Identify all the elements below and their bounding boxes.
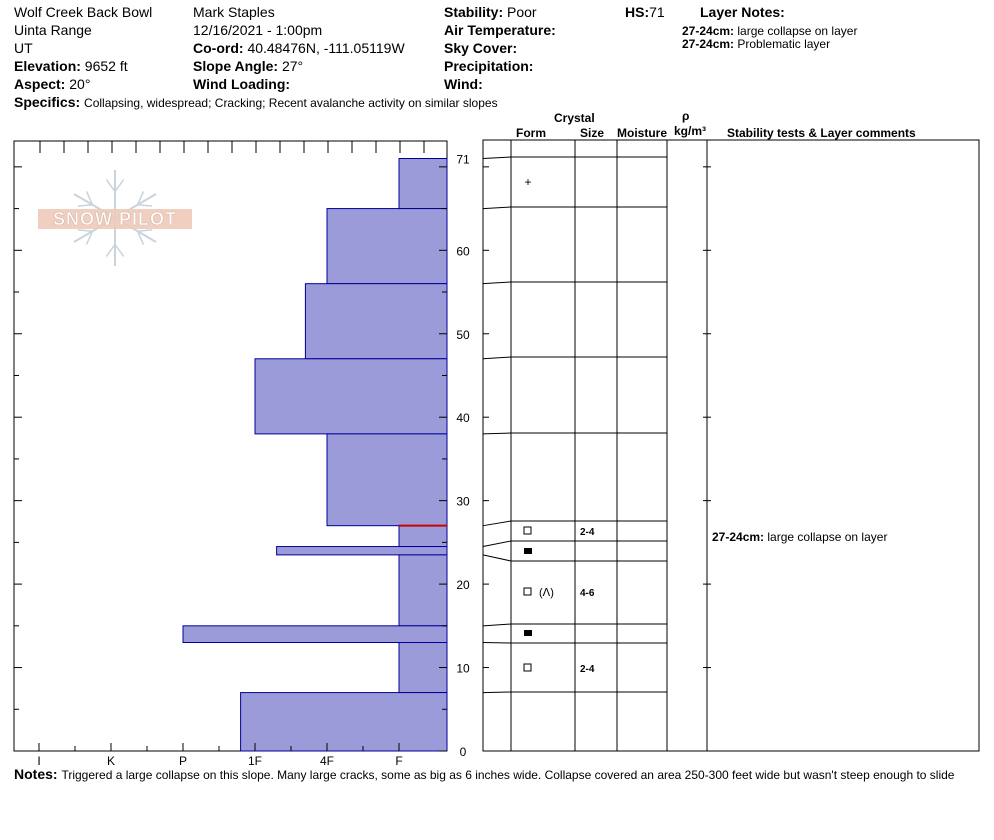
- hardness-bar: [399, 159, 447, 209]
- hardness-bar: [277, 547, 447, 555]
- layer-note-text: large collapse on layer: [737, 24, 858, 38]
- snowflake-branch: [78, 230, 93, 231]
- snowflake-branch: [78, 205, 93, 206]
- depth-connector: [483, 521, 511, 526]
- snowflake-branch: [138, 205, 153, 206]
- depth-connector: [483, 433, 511, 434]
- depth-tick-label: 20: [456, 578, 470, 593]
- snowflake-branch: [115, 244, 124, 256]
- coord-value: 40.48476N, -111.05119W: [247, 40, 405, 56]
- crystal-form-facet: [524, 527, 531, 534]
- snowflake-branch: [106, 180, 115, 192]
- hardness-bar: [305, 284, 447, 359]
- hardness-bar: [255, 359, 447, 434]
- air-temperature-label: Air Temperature:: [444, 22, 556, 38]
- hardness-tick-label: I: [37, 754, 41, 768]
- state-name: UT: [14, 40, 33, 56]
- observer-name: Mark Staples: [193, 4, 275, 20]
- layer-note-text: Problematic layer: [737, 37, 831, 51]
- moisture-header: Moisture: [617, 126, 668, 140]
- aspect-label: Aspect:: [14, 76, 66, 92]
- hardness-bar: [399, 526, 447, 547]
- layer-comment: [712, 530, 887, 544]
- depth-connector: [483, 157, 511, 159]
- depth-tick-label: 60: [456, 244, 470, 259]
- hardness-bar: [241, 693, 447, 751]
- form-header: Form: [516, 126, 546, 140]
- hs-label: HS:: [625, 4, 650, 20]
- sky-cover-label: Sky Cover:: [444, 40, 518, 56]
- wind-label: Wind:: [444, 76, 483, 92]
- crystal-header: Crystal: [554, 111, 595, 125]
- precipitation-label: Precipitation:: [444, 58, 534, 74]
- logo-text: SNOW PILOT: [53, 209, 177, 229]
- depth-connector: [483, 692, 511, 693]
- snowflake-branch: [115, 180, 124, 192]
- depth-connector: [483, 624, 511, 626]
- range-name: Uinta Range: [14, 22, 92, 38]
- hardness-tick-label: 4F: [319, 754, 335, 768]
- rho-header: ρ: [682, 109, 690, 123]
- hardness-tick-label: 1F: [247, 754, 263, 768]
- layer-note-range: 27-24cm:: [682, 24, 735, 38]
- crystal-form-new-snow: +: [524, 175, 532, 189]
- crystal-form-secondary: (ᐱ): [539, 587, 554, 599]
- notes: [14, 766, 954, 783]
- depth-tick-label: 10: [456, 661, 470, 676]
- depth-connector: [483, 357, 511, 359]
- crystal-size: 2-4: [580, 527, 595, 538]
- layer-comment-range: 27-24cm:: [712, 530, 768, 544]
- depth-tick-label: 30: [456, 494, 470, 509]
- stability-value: Poor: [507, 4, 537, 20]
- density-unit-header: kg/m³: [674, 124, 707, 138]
- aspect-value: 20°: [69, 76, 91, 92]
- coord-label: Co-ord:: [193, 40, 244, 56]
- size-header: Size: [580, 126, 605, 140]
- elevation-value: 9652 ft: [84, 58, 128, 74]
- hardness-bar: [399, 555, 447, 626]
- depth-connector: [483, 555, 511, 561]
- depth-tick-label: 71: [456, 152, 470, 167]
- depth-tick-label: 50: [456, 327, 470, 342]
- slope-value: 27°: [281, 58, 304, 74]
- crystal-size: 4-6: [580, 588, 595, 599]
- depth-connector: [483, 282, 511, 284]
- comments-header: Stability tests & Layer comments: [727, 126, 916, 140]
- crystal-form-facet: [524, 588, 531, 595]
- layer-notes-label: Layer Notes:: [700, 4, 785, 20]
- depth-tick-label: 40: [456, 411, 470, 426]
- depth-connector: [483, 541, 511, 547]
- layer-note-range: 27-24cm:: [682, 37, 735, 51]
- hardness-bar: [183, 626, 447, 643]
- snowflake-branch: [106, 244, 115, 256]
- crystal-form-depth-hoar: [524, 548, 532, 554]
- notes-label: Notes:: [14, 766, 58, 782]
- specifics-value: Collapsing, widespread; Cracking; Recent avalanche activity on similar slopes: [84, 96, 498, 110]
- layer-table-frame: [483, 140, 979, 751]
- elevation-label: Elevation:: [14, 58, 81, 74]
- stability-label: Stability:: [444, 4, 504, 20]
- depth-connector: [483, 207, 511, 209]
- depth-tick-label: 0: [459, 745, 467, 759]
- location-name: Wolf Creek Back Bowl: [14, 4, 153, 20]
- snowflake-branch: [138, 230, 153, 231]
- hs-value: 71: [649, 4, 665, 20]
- slope-label: Slope Angle:: [193, 58, 279, 74]
- hardness-tick-label: P: [178, 754, 188, 768]
- notes-value: Triggered a large collapse on this slope. Many large cracks, some as big as 6 inches wide. Collapse covered an area 250-300 feet wide but wasn't steep enough to slide: [61, 768, 955, 782]
- specifics-label: Specifics:: [14, 94, 81, 110]
- observation-datetime: 12/16/2021 - 1:00pm: [193, 22, 323, 38]
- hardness-bar: [327, 434, 447, 526]
- wind-loading-label: Wind Loading:: [193, 76, 291, 92]
- crystal-size: 2-4: [580, 664, 595, 675]
- hardness-tick-label: F: [395, 754, 403, 768]
- hardness-tick-label: K: [106, 754, 116, 768]
- layer-comment-text: large collapse on layer: [767, 530, 888, 544]
- hardness-bar: [327, 209, 447, 284]
- crystal-form-depth-hoar: [524, 630, 532, 636]
- crystal-form-facet: [524, 664, 531, 671]
